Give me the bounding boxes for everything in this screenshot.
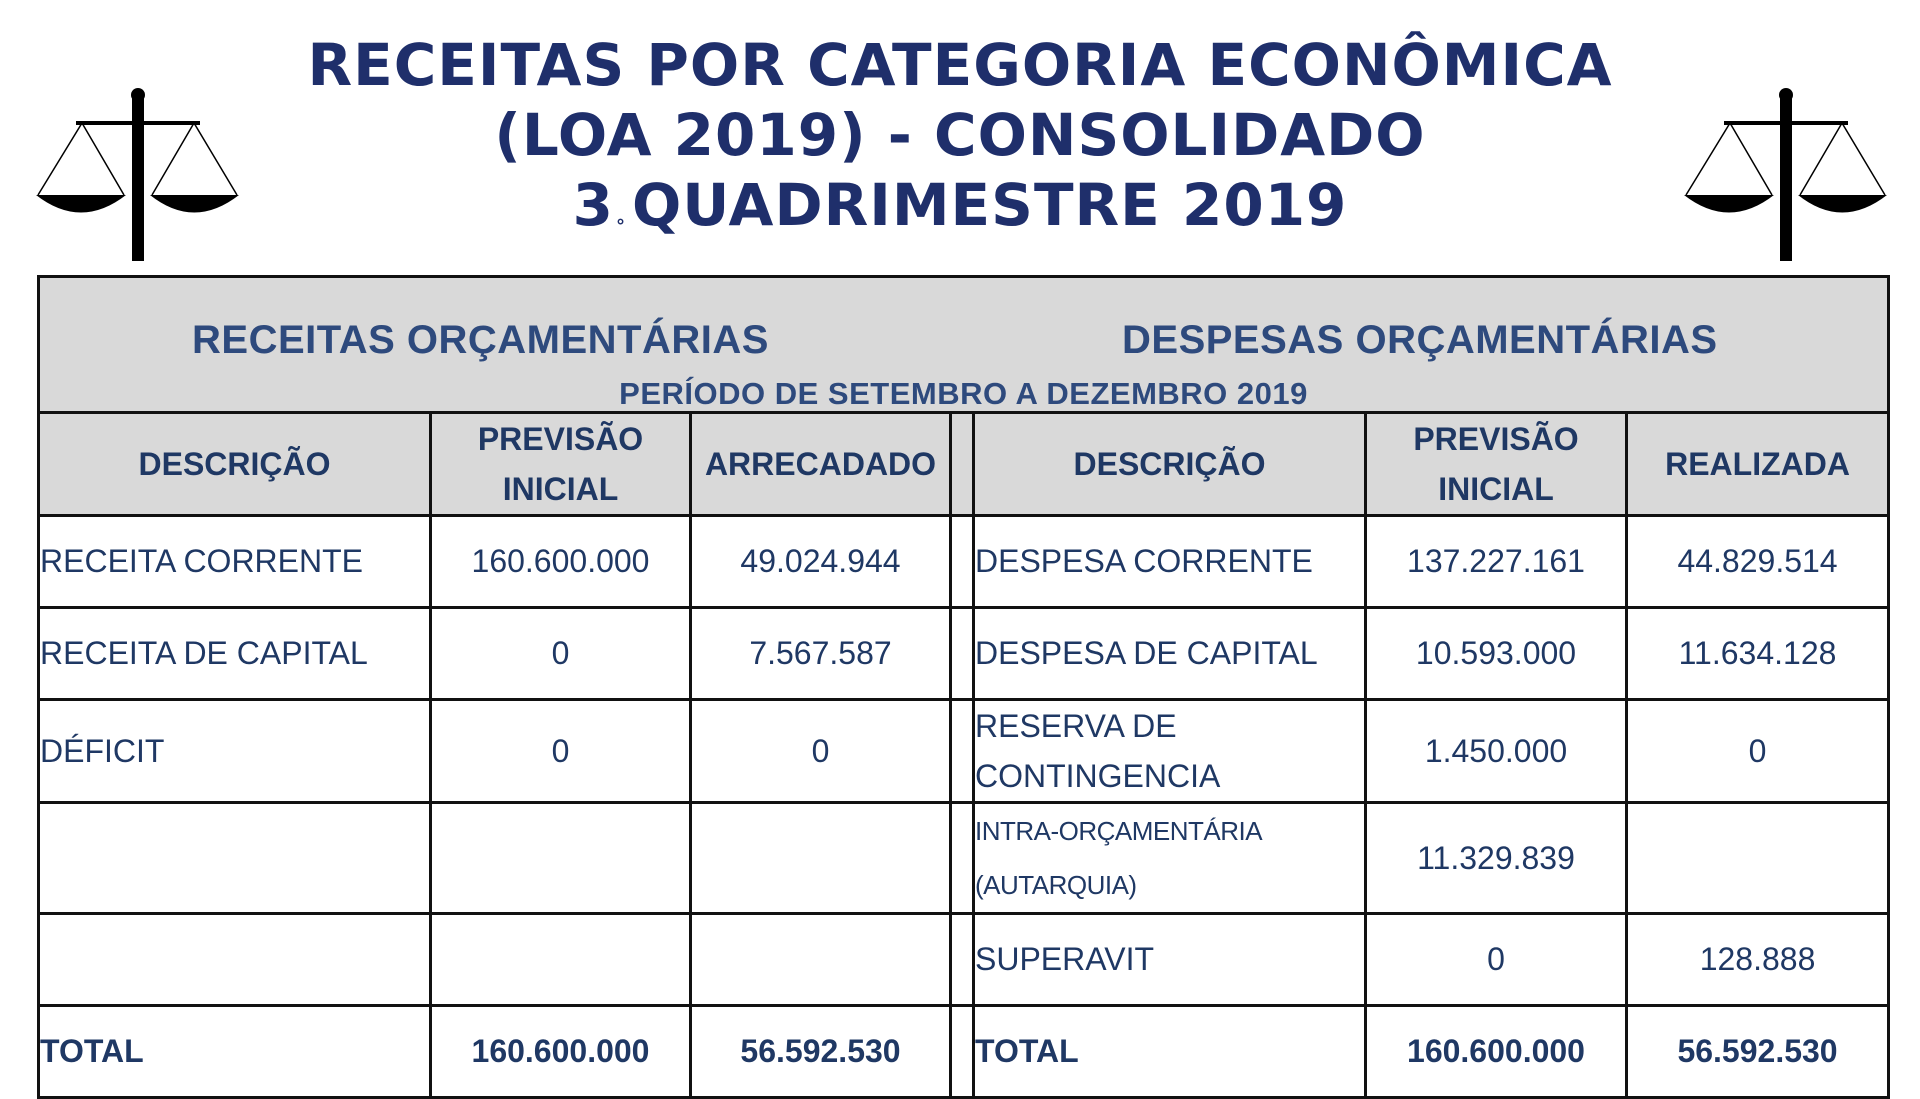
despesa-descricao-line1: RESERVA DE xyxy=(975,708,1177,744)
page-title xyxy=(0,30,1920,240)
despesa-descricao: DESPESA CORRENTE xyxy=(974,516,1366,608)
total-label-receitas: TOTAL xyxy=(39,1006,431,1098)
despesa-previsao: 137.227.161 xyxy=(1366,516,1627,608)
scales-of-justice-icon xyxy=(1680,85,1895,265)
despesa-descricao: SUPERAVIT xyxy=(974,914,1366,1006)
receita-previsao: 160.600.000 xyxy=(431,516,691,608)
despesa-descricao-line2: (AUTARQUIA) xyxy=(975,870,1137,900)
table-row xyxy=(39,803,1889,914)
title-line-3 xyxy=(0,170,1920,240)
despesa-descricao: DESPESA DE CAPITAL xyxy=(974,608,1366,700)
despesa-realizada: 11.634.128 xyxy=(1627,608,1889,700)
receitas-heading: RECEITAS ORÇAMENTÁRIAS xyxy=(192,318,769,362)
col-header-descricao-despesas: DESCRIÇÃO xyxy=(974,413,1366,516)
receita-arrecadado xyxy=(691,914,951,1006)
despesa-realizada: 128.888 xyxy=(1627,914,1889,1006)
column-header-row xyxy=(39,413,1889,516)
receita-descricao xyxy=(39,914,431,1006)
column-gap xyxy=(951,803,974,914)
col-header-previsao-receitas xyxy=(431,413,691,516)
total-receitas-arrecadado: 56.592.530 xyxy=(691,1006,951,1098)
despesa-descricao xyxy=(974,803,1366,914)
receita-descricao xyxy=(39,803,431,914)
total-label-despesas: TOTAL xyxy=(974,1006,1366,1098)
title-quadrimestre-number: 3 xyxy=(572,171,614,239)
column-gap xyxy=(951,914,974,1006)
column-gap xyxy=(951,413,974,516)
scales-of-justice-icon xyxy=(32,85,247,265)
total-despesas-previsao: 160.600.000 xyxy=(1366,1006,1627,1098)
receita-descricao: RECEITA DE CAPITAL xyxy=(39,608,431,700)
periodo-subtitle: PERÍODO DE SETEMBRO A DEZEMBRO 2019 xyxy=(619,376,1308,411)
title-ordinal-mark: ° xyxy=(615,216,626,237)
despesa-descricao-line2: CONTINGENCIA xyxy=(975,758,1221,794)
receita-arrecadado: 0 xyxy=(691,700,951,803)
despesa-realizada: 0 xyxy=(1627,700,1889,803)
header-previsao-line2: INICIAL xyxy=(1438,471,1554,507)
receita-arrecadado: 7.567.587 xyxy=(691,608,951,700)
column-gap xyxy=(951,608,974,700)
table-row xyxy=(39,700,1889,803)
receita-arrecadado xyxy=(691,803,951,914)
header-previsao-line1: PREVISÃO xyxy=(1413,421,1579,457)
despesa-descricao xyxy=(974,700,1366,803)
receita-previsao xyxy=(431,914,691,1006)
total-row xyxy=(39,1006,1889,1098)
despesa-previsao: 1.450.000 xyxy=(1366,700,1627,803)
receita-previsao: 0 xyxy=(431,700,691,803)
despesa-previsao: 0 xyxy=(1366,914,1627,1006)
despesa-realizada: 44.829.514 xyxy=(1627,516,1889,608)
col-header-previsao-despesas xyxy=(1366,413,1627,516)
col-header-descricao-receitas: DESCRIÇÃO xyxy=(39,413,431,516)
receita-previsao: 0 xyxy=(431,608,691,700)
despesa-previsao: 10.593.000 xyxy=(1366,608,1627,700)
receita-arrecadado: 49.024.944 xyxy=(691,516,951,608)
table-row xyxy=(39,914,1889,1006)
header-band xyxy=(39,277,1889,413)
title-line-1: RECEITAS POR CATEGORIA ECONÔMICA xyxy=(307,31,1613,99)
header-previsao-line2: INICIAL xyxy=(502,471,619,507)
despesas-heading: DESPESAS ORÇAMENTÁRIAS xyxy=(1122,318,1718,362)
table-row xyxy=(39,608,1889,700)
column-gap xyxy=(951,1006,974,1098)
total-despesas-realizada: 56.592.530 xyxy=(1627,1006,1889,1098)
receita-descricao: RECEITA CORRENTE xyxy=(39,516,431,608)
budget-table xyxy=(37,275,1890,1099)
despesa-previsao: 11.329.839 xyxy=(1366,803,1627,914)
title-line-2: (LOA 2019) - CONSOLIDADO xyxy=(494,101,1426,169)
total-receitas-previsao: 160.600.000 xyxy=(431,1006,691,1098)
table-row xyxy=(39,516,1889,608)
despesa-realizada xyxy=(1627,803,1889,914)
col-header-arrecadado: ARRECADADO xyxy=(691,413,951,516)
receita-descricao: DÉFICIT xyxy=(39,700,431,803)
despesa-descricao-line1: INTRA-ORÇAMENTÁRIA xyxy=(975,816,1263,846)
col-header-realizada: REALIZADA xyxy=(1627,413,1889,516)
band-row xyxy=(39,277,1889,413)
column-gap xyxy=(951,700,974,803)
receita-previsao xyxy=(431,803,691,914)
column-gap xyxy=(951,516,974,608)
title-quadrimestre-text: QUADRIMESTRE 2019 xyxy=(631,171,1348,239)
header-previsao-line1: PREVISÃO xyxy=(477,421,644,457)
